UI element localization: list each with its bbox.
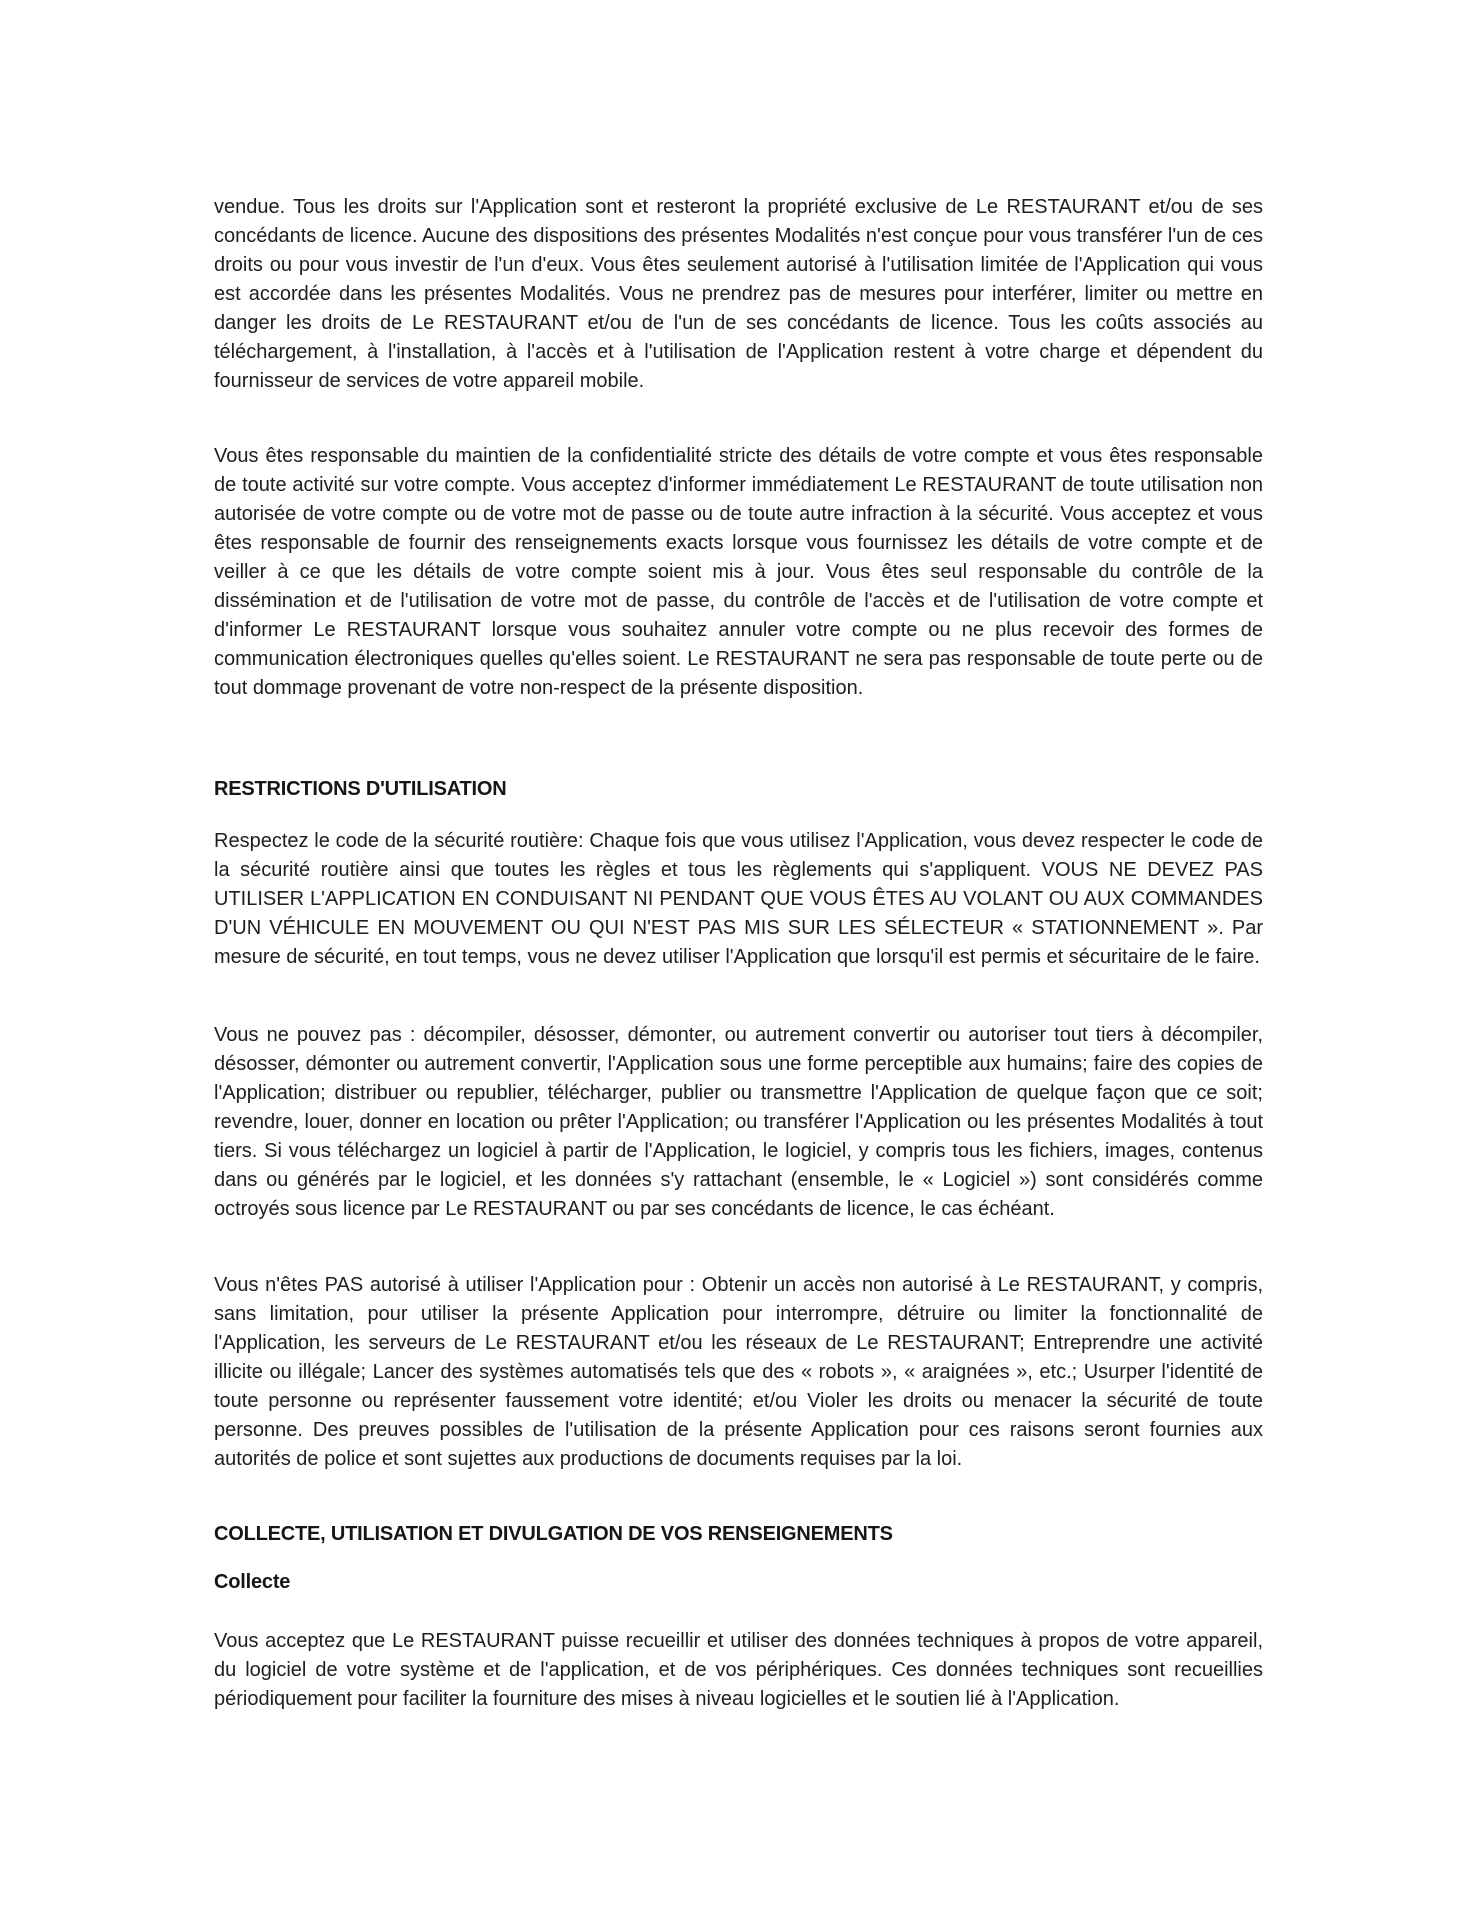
- heading-restrictions-utilisation: RESTRICTIONS D'UTILISATION: [214, 777, 507, 800]
- paragraph-road-safety: Respectez le code de la sécurité routière: Chaque fois que vous utilisez l'Application, vous devez respecter le code de la sécurité routière ainsi que toutes les règles et tous les règlements qui s'appliquent. VOUS NE DEVEZ PAS UTILISER L'APPLICATION EN CONDUISANT NI PENDANT QUE VOUS ÊTES AU VOLANT OU AUX COMMANDES D'UN VÉHICULE EN MOUVEMENT OU QUI N'EST PAS MIS SUR LES SÉLECTEUR « STATIONNEMENT ». Par mesure de sécurité, en tout temps, vous ne devez utiliser l'Application que lorsqu'il est permis et sécuritaire de le faire.: [214, 830, 1263, 968]
- paragraph-unauthorized-uses: Vous n'êtes PAS autorisé à utiliser l'Application pour : Obtenir un accès non autorisé à Le RESTAURANT, y compris, sans limitation, pour utiliser la présente Application pour interrompre, détruire ou limiter la fonctionnalité de l'Application, les serveurs de Le RESTAURANT et/ou les réseaux de Le RESTAURANT; Entreprendre une activité illicite ou illégale; Lancer des systèmes automatisés tels que des « robots », « araignées », etc.; Usurper l'identité de toute personne ou représenter faussement votre identité; et/ou Violer les droits ou menacer la sécurité de toute personne. Des preuves possibles de l'utilisation de la présente Application pour ces raisons seront fournies aux autorités de police et sont sujettes aux productions de documents requises par la loi.: [214, 1274, 1263, 1470]
- paragraph-prohibited-actions: Vous ne pouvez pas : décompiler, désosser, démonter, ou autrement convertir ou autoriser tout tiers à décompiler, désosser, démonter ou autrement convertir, l'Application sous une forme perceptible aux humains; faire des copies de l'Application; distribuer ou republier, télécharger, publier ou transmettre l'Application de quelque façon que ce soit; revendre, louer, donner en location ou prêter l'Application; ou transférer l'Application ou les présentes Modalités à tout tiers. Si vous téléchargez un logiciel à partir de l'Application, le logiciel, y compris tous les fichiers, images, contenus dans ou générés par le logiciel, et les données s'y rattachant (ensemble, le « Logiciel ») sont considérés comme octroyés sous licence par Le RESTAURANT ou par ses concédants de licence, le cas échéant.: [214, 1024, 1263, 1220]
- subheading-collecte: Collecte: [214, 1571, 291, 1593]
- paragraph-technical-data-collection: Vous acceptez que Le RESTAURANT puisse recueillir et utiliser des données techniques à propos de votre appareil, du logiciel de votre système et de l'application, et de vos périphériques. Ces données techniques sont recueillies périodiquement pour faciliter la fourniture des mises à niveau logicielles et le soutien lié à l'Application.: [214, 1630, 1263, 1710]
- paragraph-rights-ownership: vendue. Tous les droits sur l'Application sont et resteront la propriété exclusive de Le RESTAURANT et/ou de ses concédants de licence. Aucune des dispositions des présentes Modalités n'est conçue pour vous transférer l'un de ces droits ou pour vous investir de l'un d'eux. Vous êtes seulement autorisé à l'utilisation limitée de l'Application qui vous est accordée dans les présentes Modalités. Vous ne prendrez pas de mesures pour interférer, limiter ou mettre en danger les droits de Le RESTAURANT et/ou de l'un de ses concédants de licence. Tous les coûts associés au téléchargement, à l'installation, à l'accès et à l'utilisation de l'Application restent à votre charge et dépendent du fournisseur de services de votre appareil mobile.: [214, 196, 1263, 392]
- heading-collecte-utilisation-divulgation: COLLECTE, UTILISATION ET DIVULGATION DE VOS RENSEIGNEMENTS: [214, 1522, 893, 1545]
- paragraph-account-responsibility: Vous êtes responsable du maintien de la confidentialité stricte des détails de votre compte et vous êtes responsable de toute activité sur votre compte. Vous acceptez d'informer immédiatement Le RESTAURANT de toute utilisation non autorisée de votre compte ou de votre mot de passe ou de toute autre infraction à la sécurité. Vous acceptez et vous êtes responsable de fournir des renseignements exacts lorsque vous fournissez les détails de votre compte et de veiller à ce que les détails de votre compte soient mis à jour. Vous êtes seul responsable du contrôle de la dissémination et de l'utilisation de votre mot de passe, du contrôle de l'accès et de l'utilisation de votre compte et d'informer Le RESTAURANT lorsque vous souhaitez annuler votre compte ou ne plus recevoir des formes de communication électroniques quelles qu'elles soient. Le RESTAURANT ne sera pas responsable de toute perte ou de tout dommage provenant de votre non-respect de la présente disposition.: [214, 445, 1263, 699]
